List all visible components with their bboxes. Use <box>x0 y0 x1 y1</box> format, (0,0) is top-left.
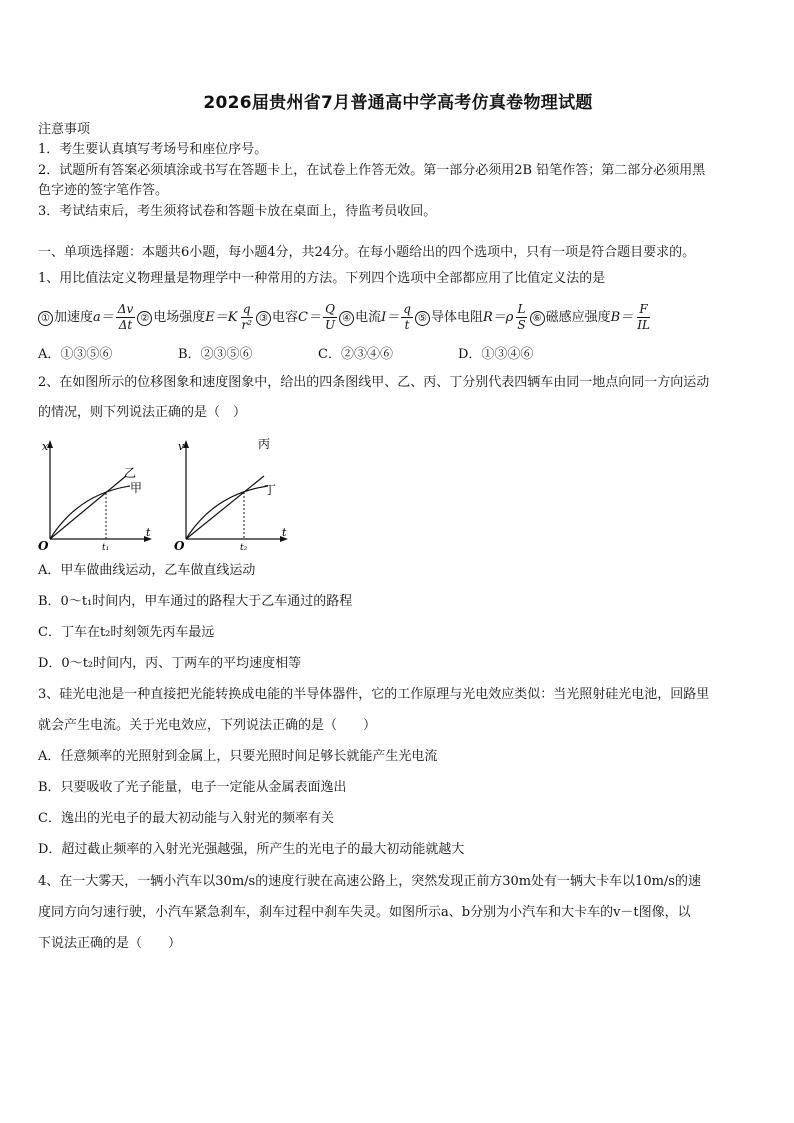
q2-stem-line-1: 2、在如图所示的位移图象和速度图象中，给出的四条图线甲、乙、丙、丁分别代表四辆车由同一地点向同一方向运动 <box>38 375 710 390</box>
q1-options <box>38 343 598 362</box>
q2-option-d: D．0～t₂时间内，丙、丁两车的平均速度相等 <box>38 656 302 671</box>
notice-item-3: 3．考试结束后，考生须将试卷和答题卡放在桌面上，待监考员收回。 <box>38 204 437 219</box>
formula-4: ④ 电流I＝ $\frac{q}{t}$ <box>339 302 415 333</box>
graph2-curve-ding <box>186 486 268 539</box>
formula-6: ⑥ 磁感应强度B＝ $\frac{F}{IL}$ <box>530 302 654 333</box>
graph2-origin: O <box>174 539 185 553</box>
notice-heading: 注意事项 <box>38 122 91 137</box>
notice-item-2-cont: 色字迹的签字笔作答。 <box>38 183 169 198</box>
q3-option-a: A．任意频率的光照射到金属上，只要光照时间足够长就能产生光电流 <box>38 749 438 764</box>
graph1-label-yi: 乙 <box>124 466 137 480</box>
formula-1: ① 加速度a＝ $\frac{\Delta v}{\Delta t}$ <box>38 302 137 333</box>
graph2-ylabel: v <box>178 440 185 453</box>
graph1-curve-jia <box>50 486 130 539</box>
graph2-label-ding: 丁 <box>264 483 277 497</box>
graph2-line-bing <box>186 476 264 539</box>
formula-3: ③ 电容C＝ $\frac{Q}{U}$ <box>256 302 339 333</box>
q3-stem-line-1: 3、硅光电池是一种直接把光能转换成电能的半导体器件，它的工作原理与光电效应类似：当光照射硅光电池，回路里 <box>38 687 710 702</box>
q3-option-b: B．只要吸收了光子能量，电子一定能从金属表面逸出 <box>38 780 347 795</box>
q1-option-c: C．②③④⑥ <box>318 347 393 362</box>
graph1-ylabel: x <box>42 440 49 453</box>
q2-option-a: A．甲车做曲线运动，乙车做直线运动 <box>38 563 256 578</box>
graph1-label-jia: 甲 <box>130 481 143 495</box>
q2-option-b: B．0～t₁时间内，甲车通过的路程大于乙车通过的路程 <box>38 594 353 609</box>
q2-option-c: C．丁车在t₂时刻领先丙车最远 <box>38 625 215 640</box>
q1-option-d: D．①③④⑥ <box>458 347 534 362</box>
graph1-xlabel: t <box>146 526 151 539</box>
q4-stem-line-1: 4、在一大雾天，一辆小汽车以30m/s的速度行驶在高速公路上，突然发现正前方30m处有一辆大卡车以10m/s的速 <box>38 874 701 889</box>
graph2-tick-t2: t₂ <box>240 543 248 553</box>
q3-option-c: C．逸出的光电子的最大初动能与入射光的频率有关 <box>38 811 334 826</box>
section-heading: 一、单项选择题：本题共6小题，每小题4分，共24分。在每小题给出的四个选项中，只有一项是符合题目要求的。 <box>38 245 696 260</box>
q3-option-d: D．超过截止频率的入射光光强越强，所产生的光电子的最大初动能就越大 <box>38 842 465 857</box>
page-title: 2026届贵州省7月普通高中学高考仿真卷物理试题 <box>203 93 593 113</box>
q2-stem-line-2: 的情况，则下列说法正确的是（ ） <box>38 405 247 420</box>
q3-stem-line-2: 就会产生电流。关于光电效应，下列说法正确的是（ ） <box>38 718 377 733</box>
graph1-origin: O <box>38 539 49 553</box>
q1-option-b: B．②③⑤⑥ <box>178 347 253 362</box>
notice-item-2: 2．试题所有答案必须填涂或书写在答题卡上，在试卷上作答无效。第一部分必须用2B 铅笔作答；第二部分必须用黑 <box>38 163 706 178</box>
formula-5: ⑤ 导体电阻R＝ρ $\frac{L}{S}$ <box>415 302 530 333</box>
displacement-time-graph <box>38 436 158 554</box>
notice-item-1: 1．考生要认真填写考场号和座位序号。 <box>38 142 268 157</box>
formula-2: ② 电场强度E＝K $\frac{q}{\text{r²}}$ <box>137 302 256 333</box>
graph1-tick-t1: t₁ <box>102 543 110 553</box>
q4-stem-line-3: 下说法正确的是（ ） <box>38 936 182 951</box>
velocity-time-graph <box>174 436 294 554</box>
graph2-label-bing: 丙 <box>258 437 271 451</box>
q1-option-a: A．①③⑤⑥ <box>38 347 113 362</box>
graph1-line-yi <box>50 476 126 539</box>
q1-stem: 1、用比值法定义物理量是物理学中一种常用的方法。下列四个选项中全部都应用了比值定义法的是 <box>38 271 606 286</box>
q4-stem-line-2: 度同方向匀速行驶，小汽车紧急刹车，刹车过程中刹车失灵。如图所示a、b分别为小汽车和大卡车的v－t图像，以 <box>38 905 691 920</box>
q1-formulas <box>38 297 654 337</box>
graph2-xlabel: t <box>282 526 287 539</box>
